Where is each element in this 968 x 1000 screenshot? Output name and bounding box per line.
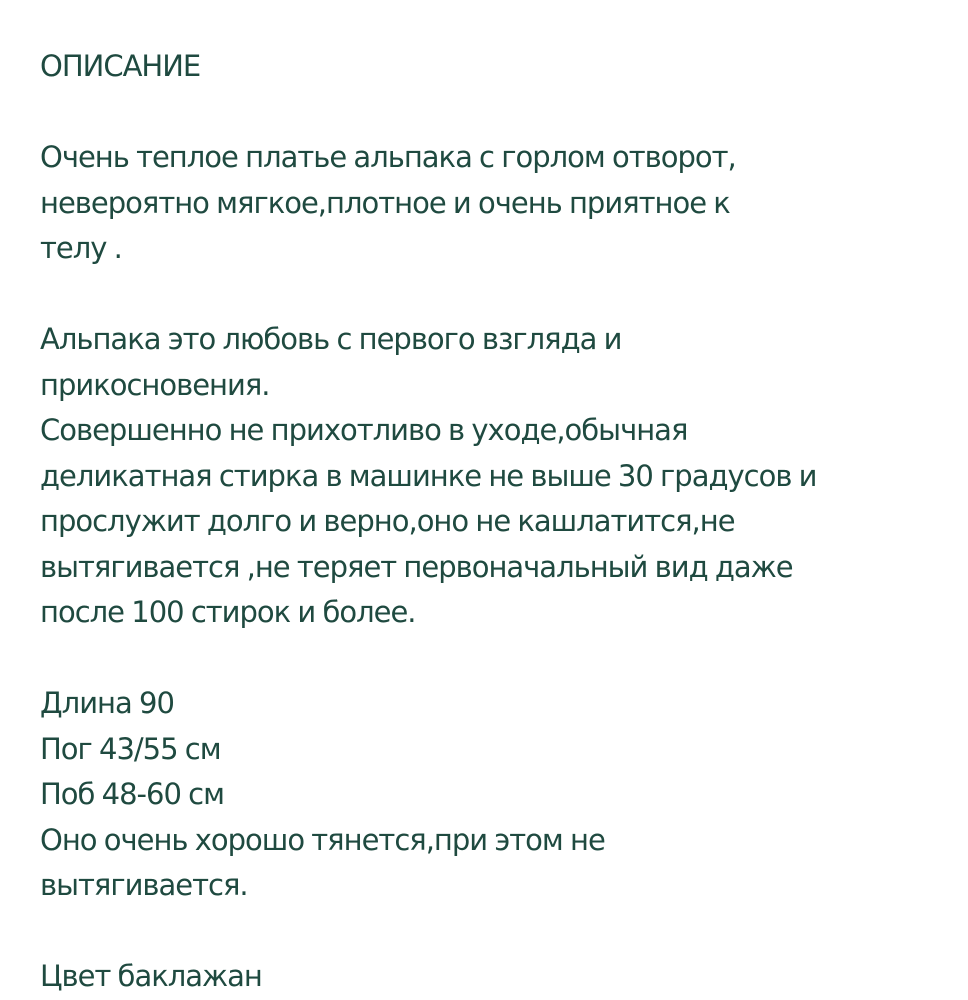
intro-line: телу . [40,231,122,265]
stretch-note-line: вытягивается. [40,868,248,902]
care-line: прикосновения. [40,367,270,402]
length-line: Длина 90 [40,686,174,720]
measurements-block [40,681,940,909]
hips-line: Поб 48-60 см [40,777,224,811]
care-line: Совершенно не прихотливо в уходе,обычная [40,413,688,447]
care-line: после 100 стирок и более. [40,595,416,629]
spacer [40,636,940,682]
chest-line: Пог 43/55 см [40,731,221,766]
care-line: прослужит долго и верно,оно не кашлатится,не [40,504,735,538]
intro-line: невероятно мягкое,плотное и очень приятное к [40,185,730,220]
spacer [40,272,940,318]
spacer [40,909,940,955]
description-document [40,44,940,1000]
care-line: вытягивается ,не теряет первоначальный вид даже [40,549,793,584]
intro-paragraph [40,135,940,272]
care-line: Альпака это любовь с первого взгляда и [40,322,622,356]
stretch-note-line: Оно очень хорошо тянется,при этом не [40,822,605,857]
color-line: Цвет баклажан [40,959,262,993]
spacer [40,90,940,136]
care-paragraph [40,317,940,636]
description-heading: ОПИСАНИЕ [40,49,201,83]
intro-line: Очень теплое платье альпака с горлом отворот, [40,140,736,174]
care-line: деликатная стирка в машинке не выше 30 градусов и [40,458,817,493]
